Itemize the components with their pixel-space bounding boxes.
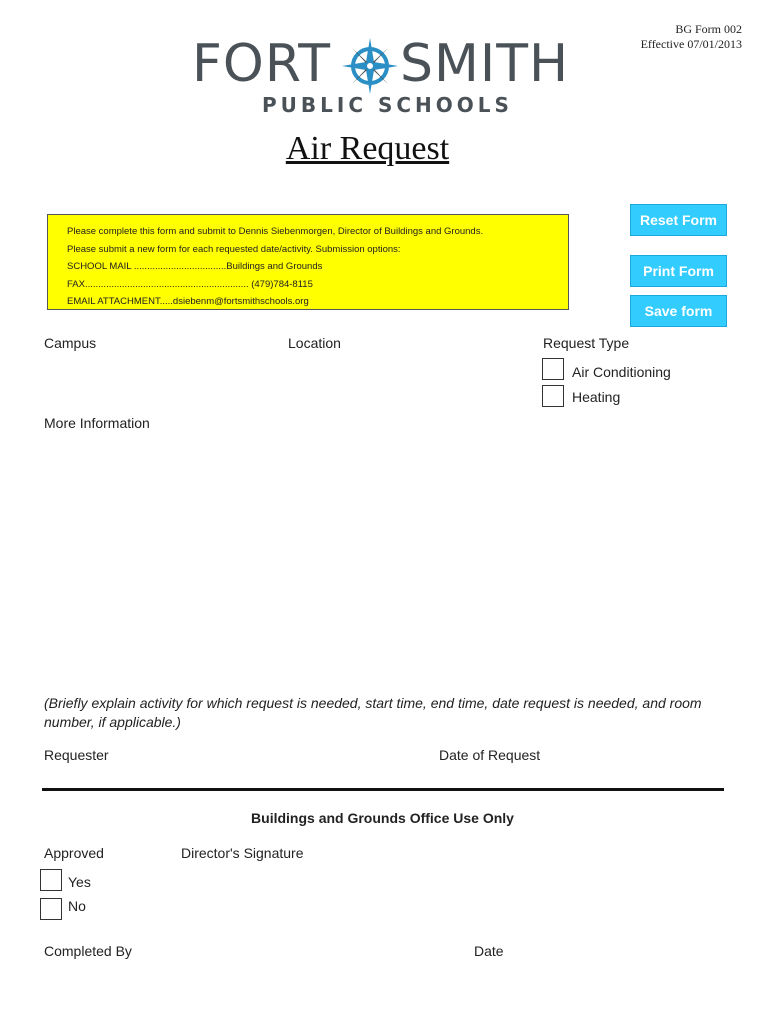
approved-no-checkbox[interactable] (40, 898, 62, 920)
date-of-request-field[interactable] (552, 744, 722, 766)
instruction-line: FAX.............................................................. (479)784-8115 (67, 278, 313, 290)
school-logo (192, 30, 570, 120)
location-field[interactable] (288, 356, 518, 380)
location-label: Location (288, 335, 341, 351)
approved-yes-label: Yes (68, 874, 91, 890)
save-form-button[interactable]: Save form (630, 295, 727, 327)
heating-checkbox[interactable] (542, 385, 564, 407)
air-conditioning-label: Air Conditioning (572, 364, 671, 380)
logo-subtitle: PUBLIC SCHOOLS (262, 93, 513, 117)
approved-yes-checkbox[interactable] (40, 869, 62, 891)
section-divider (42, 788, 724, 791)
completed-by-field[interactable] (145, 940, 455, 962)
directors-signature-field[interactable] (320, 842, 720, 864)
instruction-line: Please complete this form and submit to Dennis Siebenmorgen, Director of Buildings and Grounds. (67, 226, 484, 237)
date-label: Date (474, 943, 504, 959)
date-field[interactable] (512, 940, 722, 962)
more-information-label: More Information (44, 415, 150, 431)
instruction-line: Please submit a new form for each requested date/activity. Submission options: (67, 243, 401, 255)
compass-icon (340, 36, 400, 96)
reset-form-button[interactable]: Reset Form (630, 204, 727, 236)
instruction-line: SCHOOL MAIL ...................................Buildings and Grounds (67, 261, 323, 272)
form-number: BG Form 002 (675, 22, 742, 36)
more-information-field[interactable] (44, 436, 724, 686)
heating-label: Heating (572, 389, 621, 405)
approved-no-label: No (68, 898, 86, 914)
request-type-label: Request Type (543, 335, 630, 351)
logo-word-smith: SMITH (400, 34, 570, 94)
directors-signature-label: Director's Signature (181, 845, 304, 861)
date-of-request-label: Date of Request (439, 747, 541, 763)
requester-label: Requester (44, 747, 109, 763)
page-title: Air Request (285, 130, 450, 167)
campus-field[interactable] (44, 356, 264, 380)
approved-label: Approved (44, 845, 104, 861)
air-conditioning-checkbox[interactable] (542, 358, 564, 380)
instructions-box (47, 214, 569, 310)
effective-date: Effective 07/01/2013 (640, 37, 742, 51)
campus-label: Campus (44, 335, 97, 351)
completed-by-label: Completed By (44, 943, 132, 959)
office-use-heading: Buildings and Grounds Office Use Only (251, 810, 514, 826)
print-form-button[interactable]: Print Form (630, 255, 727, 287)
explanation-note: (Briefly explain activity for which request is needed, start time, end time, date request is needed, and room number, if applicable.) (44, 695, 702, 730)
instruction-line: EMAIL ATTACHMENT.....dsiebenm@fortsmithschools.org (67, 296, 309, 307)
form-id-block (641, 22, 742, 52)
logo-word-fort: FORT (192, 34, 331, 94)
requester-field[interactable] (120, 744, 420, 766)
